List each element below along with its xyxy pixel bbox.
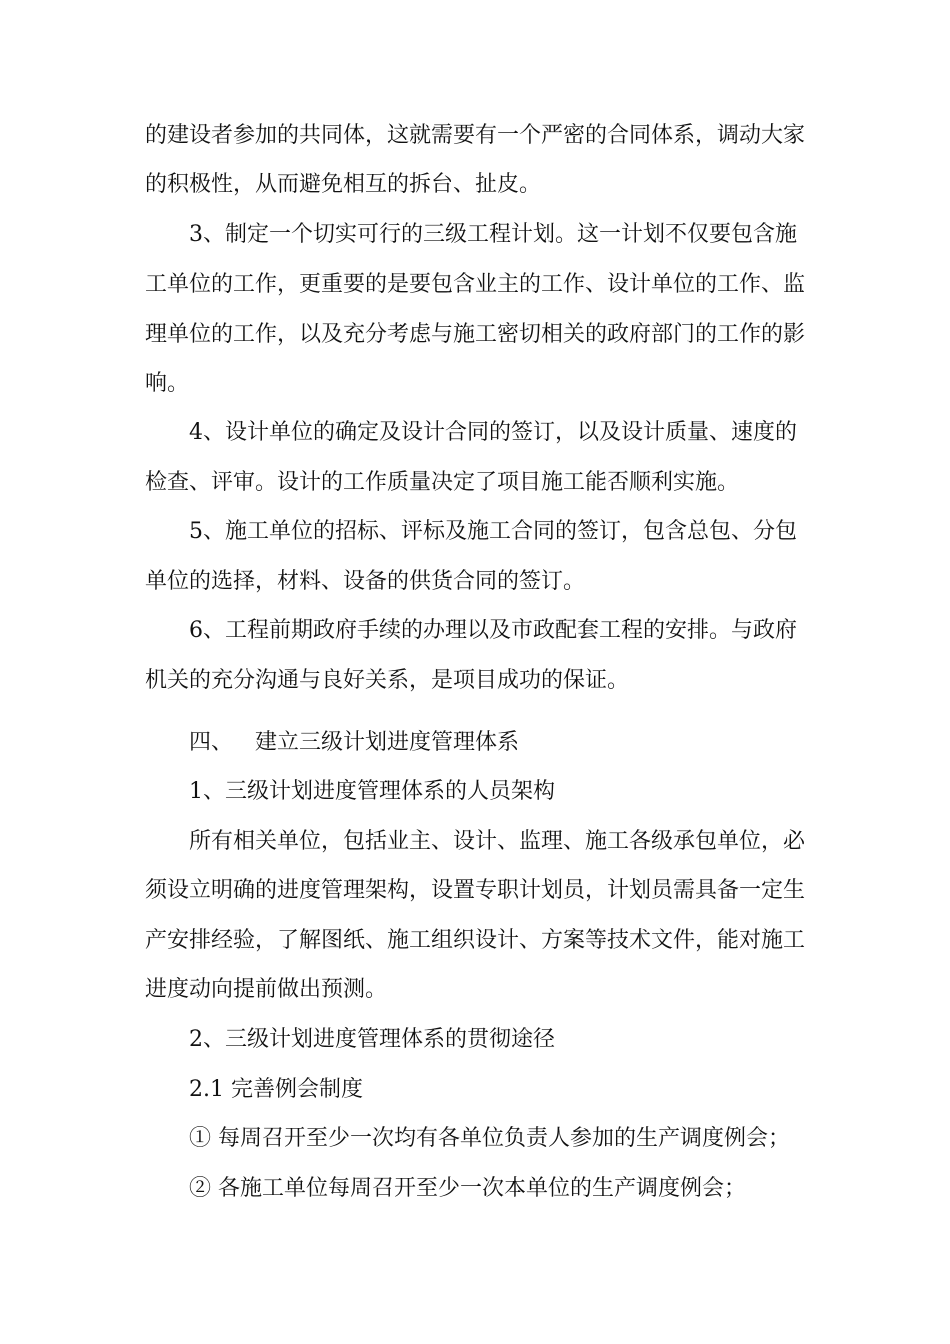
paragraph-line: 机关的充分沟通与良好关系，是项目成功的保证。	[145, 668, 630, 693]
paragraph-line: 工单位的工作，更重要的是要包含业主的工作、设计单位的工作、监	[145, 272, 806, 297]
paragraph-line: 4、设计单位的确定及设计合同的签订，以及设计质量、速度的	[189, 420, 797, 445]
paragraph-line: 5、施工单位的招标、评标及施工合同的签订，包含总包、分包	[189, 519, 797, 544]
list-item: ① 每周召开至少一次均有各单位负责人参加的生产调度例会；	[189, 1126, 790, 1151]
subsection-heading: 1、三级计划进度管理体系的人员架构	[189, 779, 555, 804]
paragraph-line: 的积极性，从而避免相互的拆台、扯皮。	[145, 172, 542, 197]
paragraph-line: 理单位的工作，以及充分考虑与施工密切相关的政府部门的工作的影	[145, 322, 806, 347]
paragraph-line: 进度动向提前做出预测。	[145, 977, 388, 1002]
section-heading	[189, 728, 519, 758]
paragraph-line: 须设立明确的进度管理架构，设置专职计划员，计划员需具备一定生	[145, 878, 806, 903]
list-item: ② 各施工单位每周召开至少一次本单位的生产调度例会；	[189, 1176, 746, 1201]
paragraph-line: 单位的选择，材料、设备的供货合同的签订。	[145, 569, 586, 594]
section-heading-title: 建立三级计划进度管理体系	[255, 730, 520, 755]
paragraph-line: 产安排经验，了解图纸、施工组织设计、方案等技术文件，能对施工	[145, 928, 806, 953]
paragraph-line: 所有相关单位，包括业主、设计、监理、施工各级承包单位，必	[189, 829, 806, 854]
paragraph-line: 响。	[145, 371, 190, 396]
section-heading-number: 四、	[189, 730, 234, 755]
subsection-heading: 2.1 完善例会制度	[189, 1077, 363, 1102]
paragraph-line: 6、工程前期政府手续的办理以及市政配套工程的安排。与政府	[189, 618, 797, 643]
paragraph-line: 检查、评审。设计的工作质量决定了项目施工能否顺利实施。	[145, 470, 740, 495]
paragraph-line: 的建设者参加的共同体，这就需要有一个严密的合同体系，调动大家	[145, 123, 806, 148]
subsection-heading: 2、三级计划进度管理体系的贯彻途径	[189, 1027, 555, 1052]
paragraph-line: 3、制定一个切实可行的三级工程计划。这一计划不仅要包含施	[189, 222, 797, 247]
